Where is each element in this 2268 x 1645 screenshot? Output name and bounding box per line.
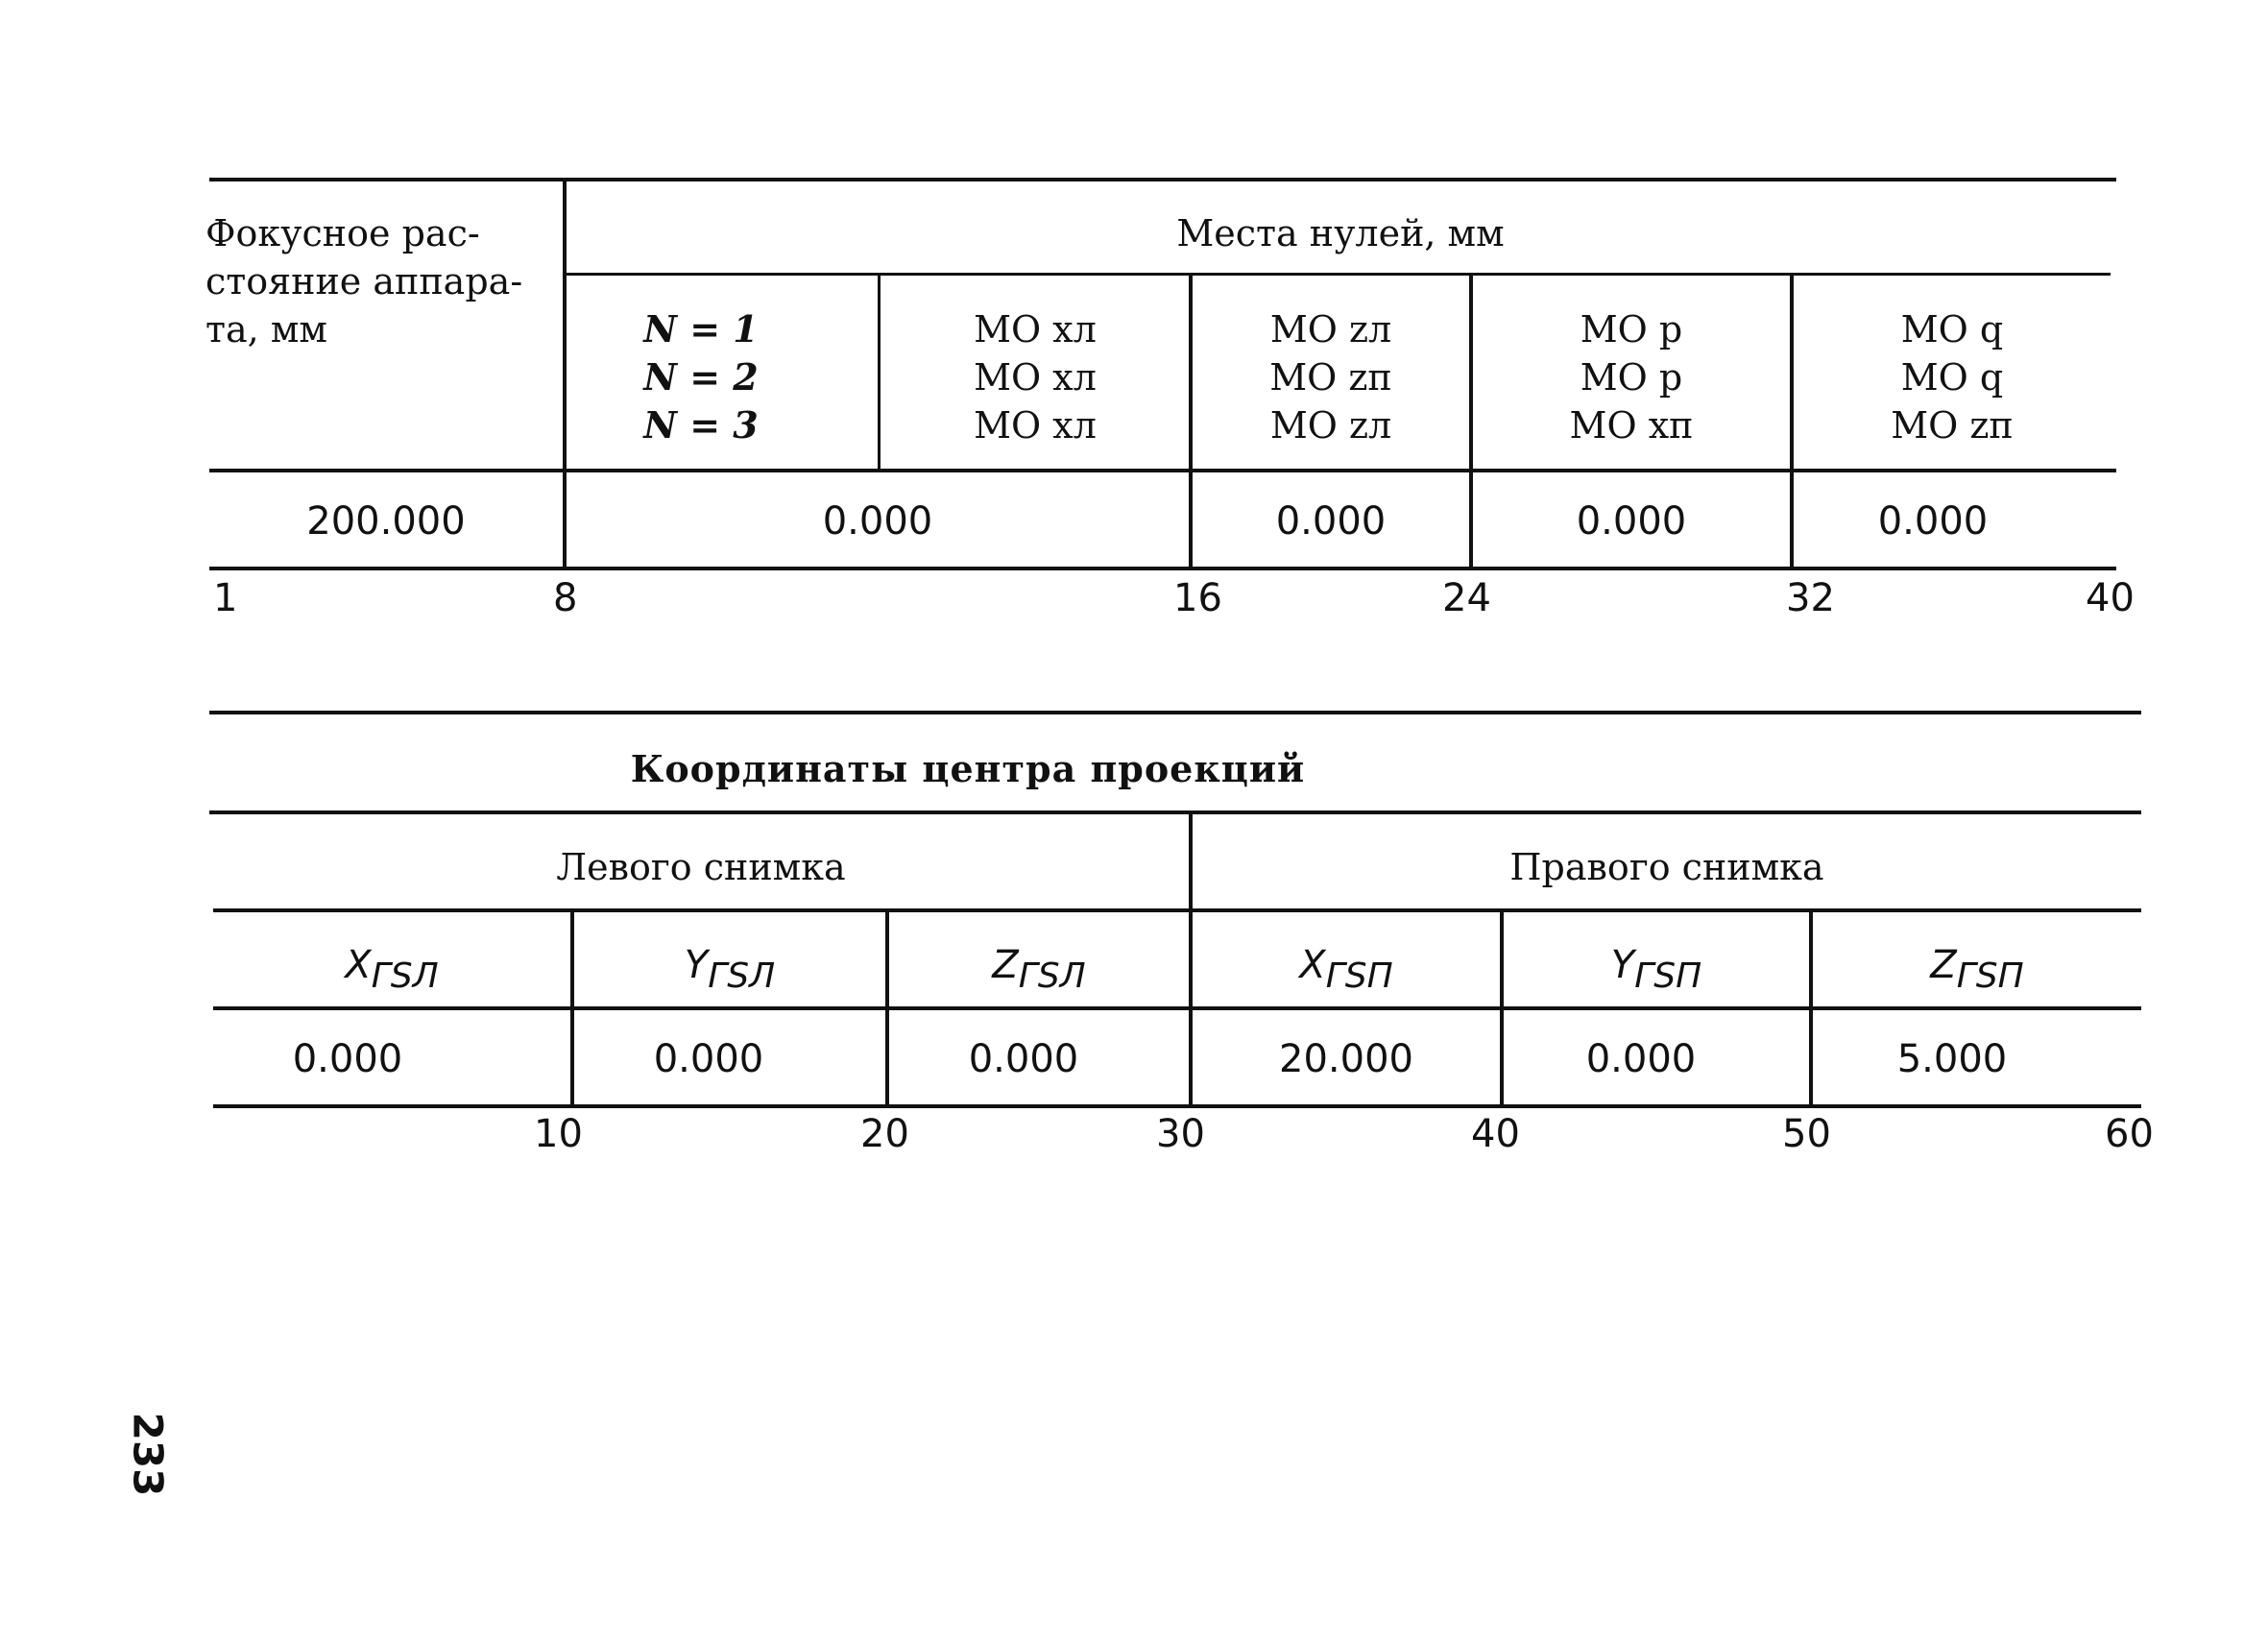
focal-length-value: 200.000 (306, 499, 466, 544)
table1-scale-1: 1 (213, 576, 238, 620)
n-1-label: N = 1 (643, 307, 759, 351)
table1-scale-32: 32 (1786, 576, 1835, 620)
y-right-header: $Y_{ГSП}$ (1610, 943, 1702, 996)
zero-value-2: 0.000 (1275, 499, 1387, 544)
table1-scale-8: 8 (553, 576, 578, 620)
y-left-header: $Y_{ГSЛ}$ (684, 943, 776, 996)
table1-bottom-rule (209, 567, 2116, 570)
table1-header-rule (209, 469, 2116, 472)
zero-value-3: 0.000 (1576, 499, 1687, 544)
n-index-header (567, 305, 835, 449)
z-left-value: 0.000 (968, 1037, 1079, 1081)
mo-label-3: МО zл (1269, 404, 1392, 447)
table2-group-rule (213, 908, 2141, 912)
focal-header-line-1: Фокусное рас- (205, 212, 480, 254)
n-3-label: N = 3 (643, 403, 759, 447)
zero-places-header: Места нулей, мм (1176, 212, 1505, 254)
mo-label-2: МО xл (974, 356, 1097, 399)
x-right-value: 20.000 (1279, 1037, 1413, 1081)
table2-scale-10: 10 (534, 1112, 583, 1156)
projection-center-title: Координаты центра проекций (630, 747, 1306, 790)
mo-label-3: МО xл (974, 404, 1097, 447)
mo-label-2: МО q (1900, 356, 2004, 399)
table2-top-rule (209, 711, 2141, 714)
z-right-header: $Z_{ГSП}$ (1930, 943, 2024, 996)
table2-scale-60: 60 (2105, 1112, 2154, 1156)
mo-label-1: МО q (1900, 308, 2004, 351)
n-2-label: N = 2 (643, 355, 759, 399)
table1-scale-24: 24 (1442, 576, 1491, 620)
mo-label-1: МО zл (1269, 308, 1392, 351)
mo-xl-header (881, 305, 1189, 449)
table2-scale-40: 40 (1471, 1112, 1520, 1156)
page-number: 233 (124, 1412, 172, 1497)
table2-scale-50: 50 (1782, 1112, 1831, 1156)
mo-z-header (1193, 305, 1469, 449)
focal-length-header (205, 209, 522, 353)
table2-bottom-rule (213, 1104, 2141, 1108)
mo-q-header (1794, 305, 2111, 449)
mo-label-3: МО xп (1569, 404, 1694, 447)
x-right-header: $X_{ГSП}$ (1299, 943, 1393, 996)
table2-scale-30: 30 (1156, 1112, 1205, 1156)
mo-p-header (1473, 305, 1790, 449)
table1-divider-2 (878, 273, 881, 471)
x-left-value: 0.000 (292, 1037, 403, 1081)
y-right-value: 0.000 (1585, 1037, 1697, 1081)
table1-top-rule (209, 178, 2116, 181)
table1-scale-40: 40 (2086, 576, 2135, 620)
z-left-header: $Z_{ГSЛ}$ (992, 943, 1086, 996)
right-image-header: Правого снимка (1509, 846, 1824, 888)
table1-scale-16: 16 (1173, 576, 1222, 620)
mo-label-1: МО p (1580, 308, 1683, 351)
z-right-value: 5.000 (1896, 1037, 2008, 1081)
zero-value-4: 0.000 (1877, 499, 1989, 544)
table2-title-rule (209, 810, 2141, 814)
focal-header-line-2: стояние аппара- (205, 260, 523, 302)
zero-value-1: 0.000 (822, 499, 933, 544)
mo-label-1: МО xл (974, 308, 1097, 351)
table2-header-rule (213, 1006, 2141, 1010)
mo-label-3: МО zп (1891, 404, 2014, 447)
left-image-header: Левого снимка (556, 846, 846, 888)
mo-label-2: МО p (1580, 356, 1683, 399)
table1-group-rule (567, 273, 2111, 276)
table2-scale-20: 20 (860, 1112, 909, 1156)
focal-header-line-3: та, мм (205, 308, 327, 351)
y-left-value: 0.000 (653, 1037, 764, 1081)
mo-label-2: МО zп (1269, 356, 1392, 399)
x-left-header: $X_{ГSЛ}$ (345, 943, 439, 996)
